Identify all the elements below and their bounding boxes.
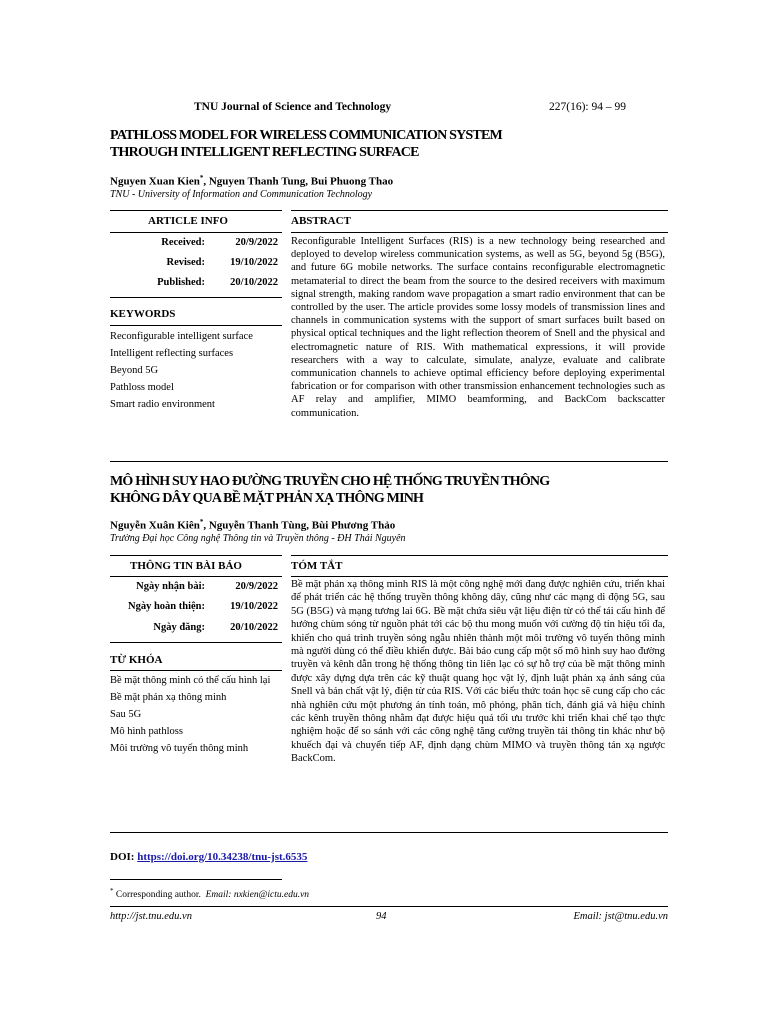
- divider: [110, 210, 282, 211]
- en-title: [110, 127, 668, 161]
- en-abstract-heading: ABSTRACT: [291, 215, 351, 227]
- vi-title: [110, 473, 668, 507]
- divider: [110, 576, 282, 577]
- en-title-line1: PATHLOSS MODEL FOR WIRELESS COMMUNICATION SYSTEM: [110, 128, 502, 143]
- corresponding-email: Email: nxkien@ictu.edu.vn: [205, 890, 310, 901]
- divider: [291, 555, 668, 556]
- en-authors: Nguyen Xuan Kien*, Nguyen Thanh Tung, Bui Phuong Thao: [110, 174, 394, 188]
- vi-abstract-heading: TÓM TẮT: [291, 560, 343, 572]
- divider: [110, 325, 282, 326]
- en-date-revised: Revised: 19/10/2022: [166, 257, 278, 268]
- divider: [110, 555, 282, 556]
- divider: [110, 297, 282, 298]
- footer-rule: [110, 906, 668, 907]
- keyword-item: Pathloss model: [110, 382, 174, 393]
- footer-website[interactable]: http://jst.tnu.edu.vn: [110, 911, 192, 922]
- divider: [291, 210, 668, 211]
- vi-date-received: Ngày nhận bài: 20/9/2022: [136, 581, 278, 592]
- vi-authors: Nguyễn Xuân Kiên*, Nguyễn Thanh Tùng, Bùi Phương Thảo: [110, 518, 396, 532]
- en-affiliation: TNU - University of Information and Communication Technology: [110, 189, 373, 200]
- en-date-published: Published: 20/10/2022: [157, 277, 278, 288]
- vi-title-line2: KHÔNG DÂY QUA BỀ MẶT PHẢN XẠ THÔNG MINH: [110, 491, 424, 506]
- keyword-item: Intelligent reflecting surfaces: [110, 348, 234, 359]
- divider: [291, 576, 668, 577]
- journal-name: TNU Journal of Science and Technology: [194, 101, 392, 113]
- volume-pages: 227(16): 94 – 99: [549, 101, 626, 113]
- page-number: 94: [376, 911, 387, 922]
- keyword-item: Mô hình pathloss: [110, 726, 183, 737]
- keyword-item: Beyond 5G: [110, 365, 159, 376]
- vi-date-published: Ngày đăng: 20/10/2022: [153, 622, 278, 633]
- divider: [110, 232, 282, 233]
- footnote: * Corresponding author. Email: nxkien@ictu.edu.vn: [110, 887, 310, 901]
- divider: [110, 670, 282, 671]
- doi-line: DOI: https://doi.org/10.34238/tnu-jst.6535: [110, 851, 308, 863]
- keyword-item: Reconfigurable intelligent surface: [110, 331, 253, 342]
- en-date-received: Received: 20/9/2022: [161, 237, 278, 248]
- paper-page: [110, 0, 668, 1024]
- vi-abstract-text: Bề mặt phản xạ thông minh RIS là một công nghệ mới đang được nghiên cứu, triển khai để phát triển các hệ thống truyền thông không dây, cũng như các mạng di động 5G, sau 5G (B5G) và mạng tương lai 6G. Bề mặt chứa siêu vật liệu điện từ có thể tái cấu hình để hướng chùm sóng từ nguồn phát tới các bộ thu mong muốn với cường độ tín hiệu tối đa, khiến cho quá trình truyền sóng ngẫu nhiên thành một môi trường vô tuyến thông minh mà người dùng có thể điều khiển được. Bài báo cung cấp một số mô hình suy hao đường truyền và kênh dẫn trong hệ thống thông tin liên lạc có sự hỗ trợ của bề mặt thông minh được xây dựng dựa trên các kỹ thuật quang học vật lý, định luật phản xạ ánh sáng của Snell và bản chất vật lý, điện từ của RIS. Với các biểu thức toán học sẽ cung cấp cho các nhà nghiên cứu một phương án tính toán, mô phỏng, phân tích, đánh giá và hiệu chỉnh các kênh truyền thông nhằm đạt được hiệu quả tối ưu trước khi triển khai chế tạo thực nghiệm hoặc để so sánh với các công nghệ tăng cường truyền tải thông tin khác như bộ khuếch đại và chuyển tiếp AF, định dạng chùm MIMO và truyền thông tán xạ ngược BackCom.: [291, 579, 665, 765]
- keyword-item: Smart radio environment: [110, 399, 215, 410]
- vi-keyword-list: [110, 674, 282, 759]
- en-keywords-heading: KEYWORDS: [110, 308, 176, 320]
- vi-date-revised: Ngày hoàn thiện: 19/10/2022: [127, 601, 278, 612]
- en-article-info-heading: ARTICLE INFO: [148, 215, 228, 227]
- en-keyword-list: [110, 330, 282, 415]
- keyword-item: Bề mặt phản xạ thông minh: [110, 692, 227, 703]
- divider: [291, 232, 668, 233]
- vi-article-info-heading: THÔNG TIN BÀI BÁO: [130, 560, 242, 572]
- keyword-item: Bề mặt thông minh có thể cấu hình lại: [110, 675, 271, 686]
- vi-keywords-heading: TỪ KHÓA: [110, 654, 163, 666]
- footnote-rule: [110, 879, 282, 880]
- en-abstract-text: Reconfigurable Intelligent Surfaces (RIS) is a new technology being researched and deployed to develop wireless communication systems, as well as 5G, beyond 5g (B5G), and future 6G mobile networks. The surface contains reconfigurable electromagnetic metamaterial to direct the beam from the source to the desired receivers with maximum signal strength, making random wave propagation a smart radio environment that can be controlled by the user. The article provides some lossy models of transmission lines and channels in communication systems with the support of smart surfaces built based on physical optical techniques and the light reflection theorem of Snell and the physical and electromagnetic nature of RIS. With mathematical expressions, it will provide researchers with a way to calculate, simulate, analyze, evaluate and calibrate communication channels to achieve optimal efficiency before deploying experimental fabrication or for comparison with other transmission enhancement technologies such as AF relay and amplifier, MIMO beamforming, and BackCom backscatter communication.: [291, 236, 665, 419]
- vi-title-line1: MÔ HÌNH SUY HAO ĐƯỜNG TRUYỀN CHO HỆ THỐNG TRUYỀN THÔNG: [110, 474, 550, 489]
- divider: [110, 832, 668, 833]
- divider: [110, 642, 282, 643]
- keyword-item: Sau 5G: [110, 709, 142, 720]
- en-title-line2: THROUGH INTELLIGENT REFLECTING SURFACE: [110, 145, 419, 160]
- vi-affiliation: Trường Đại học Công nghệ Thông tin và Truyền thông - ĐH Thái Nguyên: [110, 533, 406, 544]
- keyword-item: Môi trường vô tuyến thông minh: [110, 743, 249, 754]
- footer-email: Email: jst@tnu.edu.vn: [573, 911, 668, 922]
- divider: [110, 461, 668, 462]
- doi-link[interactable]: https://doi.org/10.34238/tnu-jst.6535: [137, 851, 308, 863]
